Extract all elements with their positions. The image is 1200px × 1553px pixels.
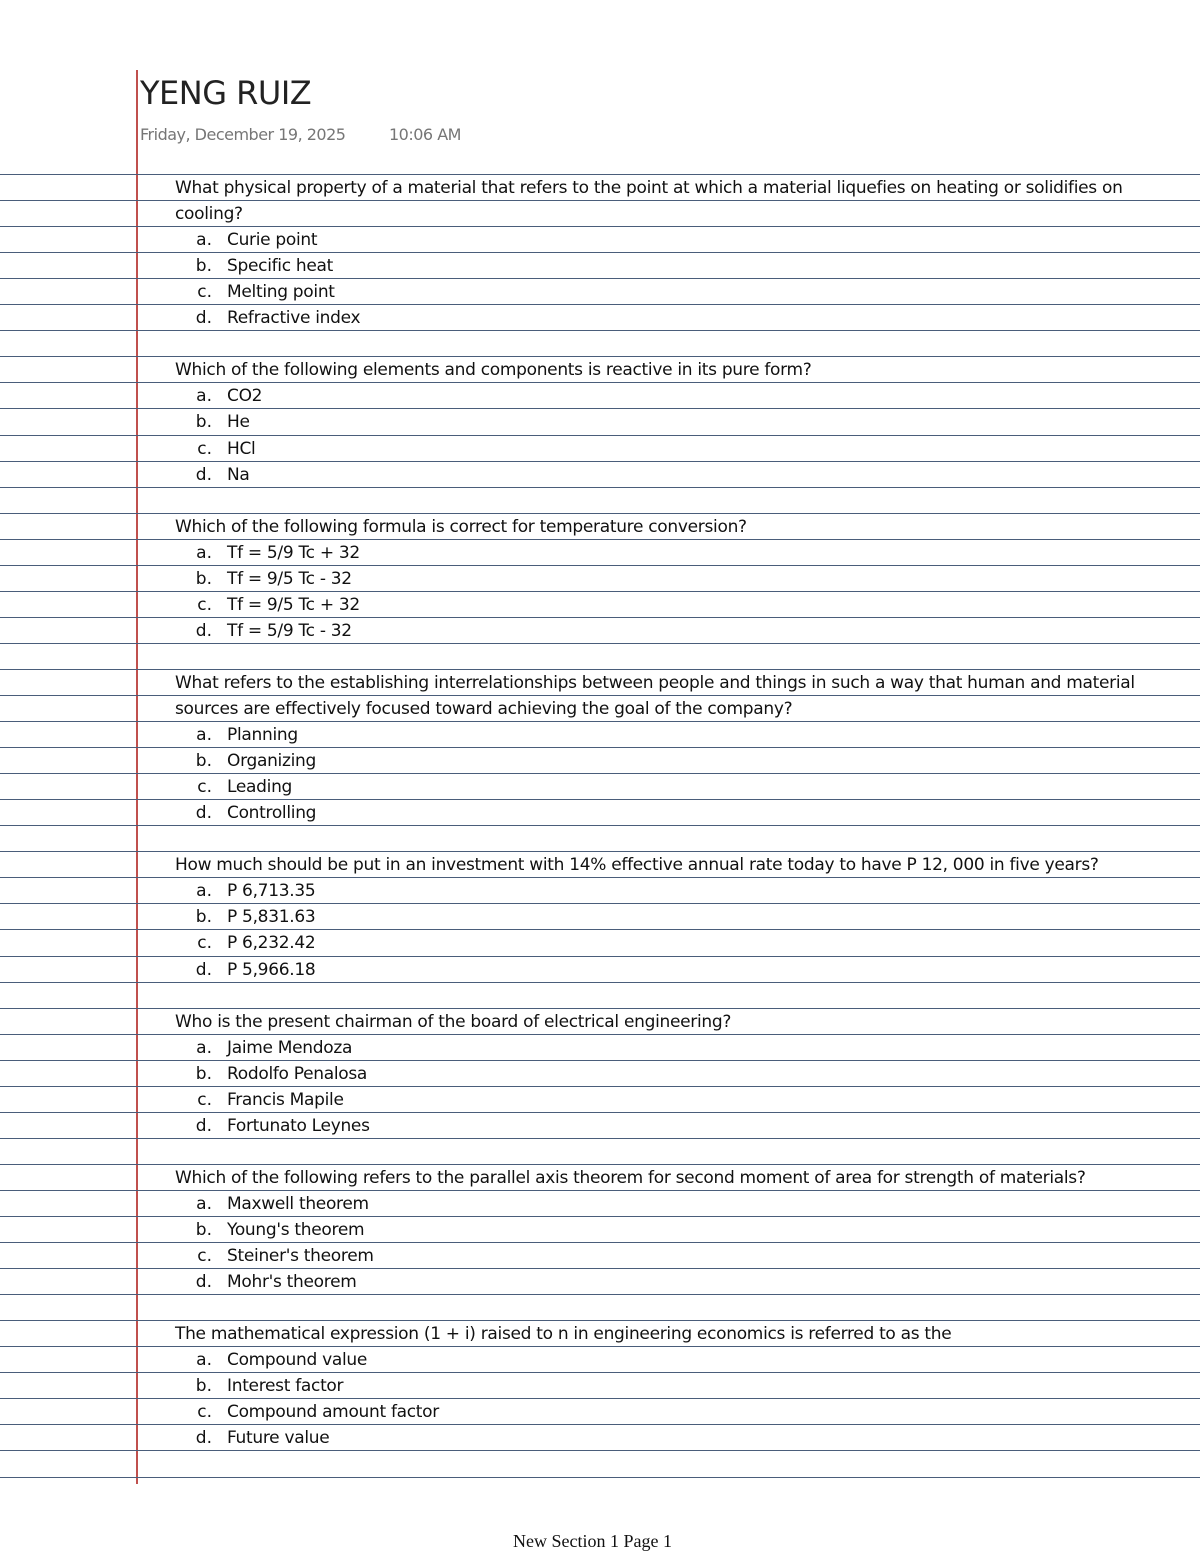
ruled-line <box>0 1346 1200 1347</box>
option-letter: c. <box>197 595 212 615</box>
option-text: Planning <box>227 725 298 745</box>
ruled-line <box>0 747 1200 748</box>
page-date: Friday, December 19, 2025 <box>140 125 346 144</box>
ruled-line <box>0 174 1200 175</box>
option-text: Mohr's theorem <box>227 1272 357 1292</box>
ruled-line <box>0 1424 1200 1425</box>
question-text: Which of the following elements and components is reactive in its pure form? <box>175 360 812 380</box>
ruled-line <box>0 721 1200 722</box>
ruled-line <box>0 617 1200 618</box>
option-letter: b. <box>195 1220 212 1240</box>
ruled-line <box>0 356 1200 357</box>
ruled-line <box>0 1398 1200 1399</box>
ruled-line <box>0 773 1200 774</box>
option-text: HCl <box>227 439 256 459</box>
ruled-line <box>0 1164 1200 1165</box>
option-text: Curie point <box>227 230 318 250</box>
option-text: P 5,966.18 <box>227 960 316 980</box>
question-text: Which of the following refers to the parallel axis theorem for second moment of area for strength of materials? <box>175 1168 1086 1188</box>
ruled-line <box>0 1320 1200 1321</box>
ruled-line <box>0 382 1200 383</box>
option-letter: c. <box>197 439 212 459</box>
option-text: Refractive index <box>227 308 361 328</box>
option-letter: b. <box>195 1064 212 1084</box>
question-text: The mathematical expression (1 + i) raised to n in engineering economics is referred to as the <box>175 1324 952 1344</box>
ruled-line <box>0 1112 1200 1113</box>
option-letter: d. <box>195 465 212 485</box>
ruled-line <box>0 1477 1200 1478</box>
question-text: What refers to the establishing interrelationships between people and things in such a way that human and material <box>175 673 1135 693</box>
ruled-line <box>0 513 1200 514</box>
ruled-line <box>0 1138 1200 1139</box>
option-text: Maxwell theorem <box>227 1194 369 1214</box>
page-title[interactable]: YENG RUIZ <box>140 74 312 112</box>
option-letter: d. <box>195 1428 212 1448</box>
option-letter: b. <box>195 1376 212 1396</box>
ruled-line <box>0 461 1200 462</box>
option-text: Francis Mapile <box>227 1090 344 1110</box>
ruled-line <box>0 695 1200 696</box>
ruled-line <box>0 1190 1200 1191</box>
page-time: 10:06 AM <box>389 125 461 144</box>
option-text: CO2 <box>227 386 263 406</box>
option-text: Melting point <box>227 282 335 302</box>
option-text: Specific heat <box>227 256 333 276</box>
margin-line <box>136 70 138 1484</box>
ruled-line <box>0 1034 1200 1035</box>
question-text: Who is the present chairman of the board of electrical engineering? <box>175 1012 732 1032</box>
ruled-line <box>0 408 1200 409</box>
ruled-line <box>0 1086 1200 1087</box>
option-letter: c. <box>197 1090 212 1110</box>
option-text: P 5,831.63 <box>227 907 316 927</box>
option-letter: d. <box>195 621 212 641</box>
ruled-line <box>0 643 1200 644</box>
option-text: Fortunato Leynes <box>227 1116 370 1136</box>
ruled-line <box>0 565 1200 566</box>
option-letter: b. <box>195 907 212 927</box>
ruled-line <box>0 903 1200 904</box>
option-letter: a. <box>196 881 212 901</box>
ruled-line <box>0 1294 1200 1295</box>
ruled-line <box>0 539 1200 540</box>
question-text: How much should be put in an investment with 14% effective annual rate today to have P 12, 000 in five years? <box>175 855 1099 875</box>
option-letter: b. <box>195 256 212 276</box>
option-letter: c. <box>197 933 212 953</box>
option-text: Compound amount factor <box>227 1402 439 1422</box>
option-letter: c. <box>197 1402 212 1422</box>
option-text: Jaime Mendoza <box>227 1038 353 1058</box>
ruled-line <box>0 669 1200 670</box>
ruled-line <box>0 1060 1200 1061</box>
option-text: He <box>227 412 250 432</box>
ruled-line <box>0 799 1200 800</box>
option-text: Controlling <box>227 803 317 823</box>
option-text: Leading <box>227 777 293 797</box>
ruled-line <box>0 435 1200 436</box>
ruled-line <box>0 330 1200 331</box>
option-text: Interest factor <box>227 1376 344 1396</box>
option-text: Organizing <box>227 751 316 771</box>
option-letter: b. <box>195 751 212 771</box>
ruled-line <box>0 200 1200 201</box>
option-letter: a. <box>196 1194 212 1214</box>
option-text: Tf = 5/9 Tc - 32 <box>227 621 352 641</box>
option-letter: b. <box>195 569 212 589</box>
option-text: Tf = 5/9 Tc + 32 <box>227 543 360 563</box>
ruled-line <box>0 1450 1200 1451</box>
ruled-line <box>0 1008 1200 1009</box>
question-text: Which of the following formula is correct for temperature conversion? <box>175 517 747 537</box>
question-text: What physical property of a material that refers to the point at which a material liquefies on heating or solidifies on <box>175 178 1123 198</box>
option-text: Rodolfo Penalosa <box>227 1064 368 1084</box>
option-letter: c. <box>197 1246 212 1266</box>
option-text: Steiner's theorem <box>227 1246 374 1266</box>
ruled-line <box>0 487 1200 488</box>
ruled-line <box>0 226 1200 227</box>
option-text: Compound value <box>227 1350 368 1370</box>
ruled-line <box>0 304 1200 305</box>
ruled-line <box>0 877 1200 878</box>
ruled-line <box>0 956 1200 957</box>
question-text: cooling? <box>175 204 243 224</box>
ruled-line <box>0 1372 1200 1373</box>
option-letter: a. <box>196 386 212 406</box>
option-letter: a. <box>196 1350 212 1370</box>
option-letter: a. <box>196 230 212 250</box>
ruled-line <box>0 252 1200 253</box>
ruled-line <box>0 851 1200 852</box>
option-letter: d. <box>195 1272 212 1292</box>
option-letter: d. <box>195 1116 212 1136</box>
ruled-line <box>0 825 1200 826</box>
ruled-line <box>0 1216 1200 1217</box>
option-letter: d. <box>195 960 212 980</box>
option-text: Future value <box>227 1428 330 1448</box>
ruled-line <box>0 278 1200 279</box>
option-text: Na <box>227 465 250 485</box>
option-text: P 6,713.35 <box>227 881 316 901</box>
ruled-line <box>0 929 1200 930</box>
option-letter: d. <box>195 803 212 823</box>
ruled-line <box>0 982 1200 983</box>
option-letter: c. <box>197 777 212 797</box>
option-letter: a. <box>196 543 212 563</box>
option-text: P 6,232.42 <box>227 933 316 953</box>
ruled-line <box>0 1268 1200 1269</box>
option-letter: d. <box>195 308 212 328</box>
option-letter: c. <box>197 282 212 302</box>
page-footer: New Section 1 Page 1 <box>513 1531 672 1551</box>
option-letter: a. <box>196 1038 212 1058</box>
option-text: Tf = 9/5 Tc - 32 <box>227 569 352 589</box>
question-text: sources are effectively focused toward achieving the goal of the company? <box>175 699 793 719</box>
option-text: Young's theorem <box>227 1220 365 1240</box>
ruled-line <box>0 1242 1200 1243</box>
ruled-line <box>0 591 1200 592</box>
option-text: Tf = 9/5 Tc + 32 <box>227 595 360 615</box>
option-letter: b. <box>195 412 212 432</box>
option-letter: a. <box>196 725 212 745</box>
